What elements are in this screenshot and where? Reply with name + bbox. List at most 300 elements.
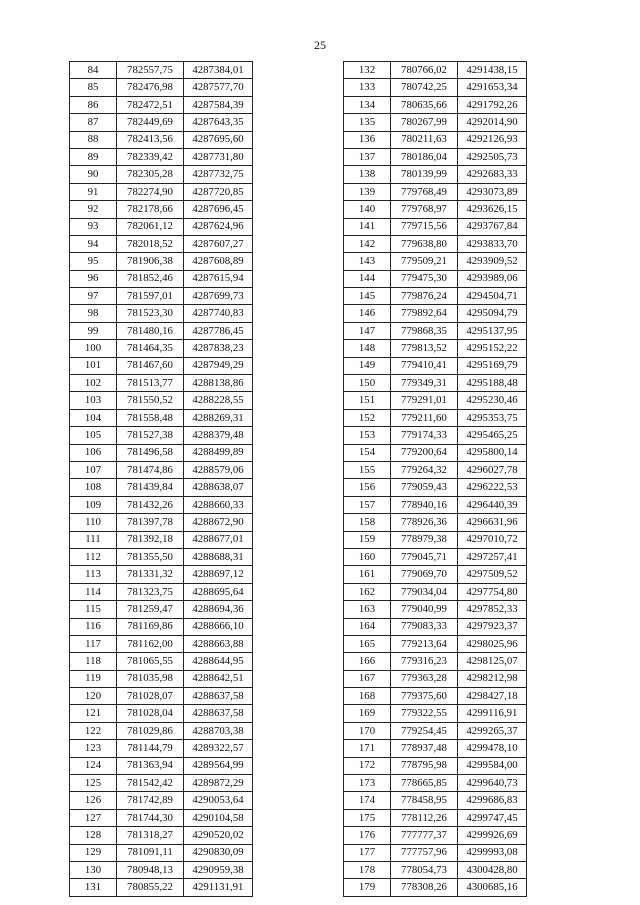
table-row xyxy=(344,148,527,165)
point-number-cell: 135 xyxy=(344,114,391,131)
x-coordinate-cell: 781144,79 xyxy=(117,740,184,757)
x-coordinate-cell: 782557,75 xyxy=(117,62,184,79)
point-number-cell: 120 xyxy=(70,688,117,705)
point-number-cell: 129 xyxy=(70,844,117,861)
point-number-cell: 85 xyxy=(70,79,117,96)
point-number-cell: 117 xyxy=(70,635,117,652)
coordinates-table-right-body xyxy=(344,62,527,897)
x-coordinate-cell: 778458,95 xyxy=(391,792,458,809)
table-row xyxy=(344,218,527,235)
y-coordinate-cell: 4288688,31 xyxy=(184,548,253,565)
point-number-cell: 171 xyxy=(344,740,391,757)
point-number-cell: 133 xyxy=(344,79,391,96)
x-coordinate-cell: 780766,02 xyxy=(391,62,458,79)
point-number-cell: 168 xyxy=(344,688,391,705)
table-row xyxy=(344,79,527,96)
table-row xyxy=(70,235,253,252)
point-number-cell: 87 xyxy=(70,114,117,131)
point-number-cell: 128 xyxy=(70,827,117,844)
table-row xyxy=(70,792,253,809)
y-coordinate-cell: 4296027,78 xyxy=(458,461,527,478)
point-number-cell: 100 xyxy=(70,340,117,357)
table-row xyxy=(344,618,527,635)
point-number-cell: 123 xyxy=(70,740,117,757)
point-number-cell: 173 xyxy=(344,775,391,792)
point-number-cell: 111 xyxy=(70,531,117,548)
x-coordinate-cell: 782178,66 xyxy=(117,201,184,218)
x-coordinate-cell: 779254,45 xyxy=(391,722,458,739)
point-number-cell: 153 xyxy=(344,427,391,444)
table-row xyxy=(344,444,527,461)
point-number-cell: 146 xyxy=(344,305,391,322)
point-number-cell: 86 xyxy=(70,96,117,113)
point-number-cell: 88 xyxy=(70,131,117,148)
coordinates-table-left-body xyxy=(70,62,253,897)
y-coordinate-cell: 4288677,01 xyxy=(184,531,253,548)
x-coordinate-cell: 782472,51 xyxy=(117,96,184,113)
x-coordinate-cell: 781397,78 xyxy=(117,514,184,531)
table-row xyxy=(344,827,527,844)
x-coordinate-cell: 779375,60 xyxy=(391,688,458,705)
y-coordinate-cell: 4299993,08 xyxy=(458,844,527,861)
x-coordinate-cell: 778308,26 xyxy=(391,879,458,896)
x-coordinate-cell: 779174,33 xyxy=(391,427,458,444)
table-row xyxy=(70,166,253,183)
point-number-cell: 131 xyxy=(70,879,117,896)
point-number-cell: 84 xyxy=(70,62,117,79)
table-row xyxy=(70,79,253,96)
point-number-cell: 137 xyxy=(344,148,391,165)
point-number-cell: 159 xyxy=(344,531,391,548)
y-coordinate-cell: 4299640,73 xyxy=(458,775,527,792)
y-coordinate-cell: 4292014,90 xyxy=(458,114,527,131)
x-coordinate-cell: 779509,21 xyxy=(391,253,458,270)
x-coordinate-cell: 782061,12 xyxy=(117,218,184,235)
point-number-cell: 169 xyxy=(344,705,391,722)
point-number-cell: 119 xyxy=(70,670,117,687)
table-row xyxy=(70,340,253,357)
table-row xyxy=(344,131,527,148)
point-number-cell: 99 xyxy=(70,322,117,339)
page-number: 25 xyxy=(314,38,326,52)
x-coordinate-cell: 778795,98 xyxy=(391,757,458,774)
point-number-cell: 112 xyxy=(70,548,117,565)
point-number-cell: 110 xyxy=(70,514,117,531)
y-coordinate-cell: 4299265,37 xyxy=(458,722,527,739)
x-coordinate-cell: 779715,56 xyxy=(391,218,458,235)
table-row xyxy=(70,183,253,200)
y-coordinate-cell: 4288637,58 xyxy=(184,705,253,722)
x-coordinate-cell: 781028,07 xyxy=(117,688,184,705)
x-coordinate-cell: 781029,86 xyxy=(117,722,184,739)
y-coordinate-cell: 4289872,29 xyxy=(184,775,253,792)
table-row xyxy=(70,270,253,287)
point-number-cell: 89 xyxy=(70,148,117,165)
table-row xyxy=(70,531,253,548)
point-number-cell: 126 xyxy=(70,792,117,809)
x-coordinate-cell: 781065,55 xyxy=(117,653,184,670)
y-coordinate-cell: 4287384,01 xyxy=(184,62,253,79)
table-row xyxy=(344,740,527,757)
table-row xyxy=(70,253,253,270)
point-number-cell: 150 xyxy=(344,375,391,392)
y-coordinate-cell: 4296440,39 xyxy=(458,496,527,513)
table-row xyxy=(70,62,253,79)
point-number-cell: 147 xyxy=(344,322,391,339)
y-coordinate-cell: 4300685,16 xyxy=(458,879,527,896)
point-number-cell: 132 xyxy=(344,62,391,79)
x-coordinate-cell: 779475,30 xyxy=(391,270,458,287)
x-coordinate-cell: 779410,41 xyxy=(391,357,458,374)
y-coordinate-cell: 4300428,80 xyxy=(458,861,527,878)
table-row xyxy=(70,635,253,652)
y-coordinate-cell: 4295188,48 xyxy=(458,375,527,392)
x-coordinate-cell: 781318,27 xyxy=(117,827,184,844)
y-coordinate-cell: 4288672,90 xyxy=(184,514,253,531)
y-coordinate-cell: 4287695,60 xyxy=(184,131,253,148)
y-coordinate-cell: 4287696,45 xyxy=(184,201,253,218)
x-coordinate-cell: 779291,01 xyxy=(391,392,458,409)
y-coordinate-cell: 4287732,75 xyxy=(184,166,253,183)
point-number-cell: 105 xyxy=(70,427,117,444)
x-coordinate-cell: 779200,64 xyxy=(391,444,458,461)
point-number-cell: 108 xyxy=(70,479,117,496)
point-number-cell: 102 xyxy=(70,375,117,392)
point-number-cell: 175 xyxy=(344,809,391,826)
table-row xyxy=(70,775,253,792)
y-coordinate-cell: 4287577,70 xyxy=(184,79,253,96)
x-coordinate-cell: 781432,26 xyxy=(117,496,184,513)
x-coordinate-cell: 782018,52 xyxy=(117,235,184,252)
table-row xyxy=(344,757,527,774)
point-number-cell: 91 xyxy=(70,183,117,200)
x-coordinate-cell: 782274,90 xyxy=(117,183,184,200)
y-coordinate-cell: 4299478,10 xyxy=(458,740,527,757)
x-coordinate-cell: 781259,47 xyxy=(117,601,184,618)
table-row xyxy=(344,809,527,826)
table-row xyxy=(70,861,253,878)
table-row xyxy=(344,548,527,565)
x-coordinate-cell: 782305,28 xyxy=(117,166,184,183)
table-row xyxy=(344,601,527,618)
y-coordinate-cell: 4290053,64 xyxy=(184,792,253,809)
point-number-cell: 104 xyxy=(70,409,117,426)
point-number-cell: 152 xyxy=(344,409,391,426)
point-number-cell: 176 xyxy=(344,827,391,844)
point-number-cell: 138 xyxy=(344,166,391,183)
x-coordinate-cell: 780211,63 xyxy=(391,131,458,148)
y-coordinate-cell: 4299686,83 xyxy=(458,792,527,809)
point-number-cell: 157 xyxy=(344,496,391,513)
table-row xyxy=(344,375,527,392)
x-coordinate-cell: 780186,04 xyxy=(391,148,458,165)
x-coordinate-cell: 779211,60 xyxy=(391,409,458,426)
y-coordinate-cell: 4298427,18 xyxy=(458,688,527,705)
x-coordinate-cell: 778940,16 xyxy=(391,496,458,513)
table-row xyxy=(70,461,253,478)
point-number-cell: 94 xyxy=(70,235,117,252)
table-row xyxy=(344,514,527,531)
table-row xyxy=(344,722,527,739)
x-coordinate-cell: 779034,04 xyxy=(391,583,458,600)
table-row xyxy=(70,201,253,218)
table-row xyxy=(70,583,253,600)
y-coordinate-cell: 4298212,98 xyxy=(458,670,527,687)
y-coordinate-cell: 4297852,33 xyxy=(458,601,527,618)
table-row xyxy=(344,288,527,305)
y-coordinate-cell: 4287584,39 xyxy=(184,96,253,113)
x-coordinate-cell: 781392,18 xyxy=(117,531,184,548)
y-coordinate-cell: 4287699,73 xyxy=(184,288,253,305)
x-coordinate-cell: 781467,60 xyxy=(117,357,184,374)
x-coordinate-cell: 777757,96 xyxy=(391,844,458,861)
y-coordinate-cell: 4295800,14 xyxy=(458,444,527,461)
point-number-cell: 149 xyxy=(344,357,391,374)
y-coordinate-cell: 4298125,07 xyxy=(458,653,527,670)
point-number-cell: 154 xyxy=(344,444,391,461)
y-coordinate-cell: 4288663,88 xyxy=(184,635,253,652)
y-coordinate-cell: 4288642,51 xyxy=(184,670,253,687)
x-coordinate-cell: 779892,64 xyxy=(391,305,458,322)
y-coordinate-cell: 4293909,52 xyxy=(458,253,527,270)
y-coordinate-cell: 4297923,37 xyxy=(458,618,527,635)
y-coordinate-cell: 4291131,91 xyxy=(184,879,253,896)
table-row xyxy=(344,409,527,426)
point-number-cell: 148 xyxy=(344,340,391,357)
y-coordinate-cell: 4287615,94 xyxy=(184,270,253,287)
y-coordinate-cell: 4292126,93 xyxy=(458,131,527,148)
y-coordinate-cell: 4293833,70 xyxy=(458,235,527,252)
point-number-cell: 103 xyxy=(70,392,117,409)
x-coordinate-cell: 781744,30 xyxy=(117,809,184,826)
y-coordinate-cell: 4295152,22 xyxy=(458,340,527,357)
y-coordinate-cell: 4288138,86 xyxy=(184,375,253,392)
y-coordinate-cell: 4287731,80 xyxy=(184,148,253,165)
x-coordinate-cell: 779040,99 xyxy=(391,601,458,618)
table-row xyxy=(344,775,527,792)
point-number-cell: 130 xyxy=(70,861,117,878)
table-row xyxy=(70,218,253,235)
table-row xyxy=(344,357,527,374)
point-number-cell: 113 xyxy=(70,566,117,583)
x-coordinate-cell: 781550,52 xyxy=(117,392,184,409)
table-row xyxy=(70,131,253,148)
x-coordinate-cell: 779876,24 xyxy=(391,288,458,305)
y-coordinate-cell: 4287720,85 xyxy=(184,183,253,200)
table-row xyxy=(70,601,253,618)
y-coordinate-cell: 4287949,29 xyxy=(184,357,253,374)
x-coordinate-cell: 779813,52 xyxy=(391,340,458,357)
table-row xyxy=(344,340,527,357)
x-coordinate-cell: 781439,84 xyxy=(117,479,184,496)
y-coordinate-cell: 4288638,07 xyxy=(184,479,253,496)
y-coordinate-cell: 4297509,52 xyxy=(458,566,527,583)
x-coordinate-cell: 779322,55 xyxy=(391,705,458,722)
point-number-cell: 122 xyxy=(70,722,117,739)
x-coordinate-cell: 779349,31 xyxy=(391,375,458,392)
y-coordinate-cell: 4287643,35 xyxy=(184,114,253,131)
table-row xyxy=(70,409,253,426)
point-number-cell: 177 xyxy=(344,844,391,861)
point-number-cell: 98 xyxy=(70,305,117,322)
point-number-cell: 125 xyxy=(70,775,117,792)
x-coordinate-cell: 780948,13 xyxy=(117,861,184,878)
y-coordinate-cell: 4293989,06 xyxy=(458,270,527,287)
y-coordinate-cell: 4288666,10 xyxy=(184,618,253,635)
x-coordinate-cell: 781523,30 xyxy=(117,305,184,322)
y-coordinate-cell: 4292683,33 xyxy=(458,166,527,183)
y-coordinate-cell: 4290830,09 xyxy=(184,844,253,861)
table-row xyxy=(344,201,527,218)
table-row xyxy=(344,531,527,548)
table-row xyxy=(70,479,253,496)
table-row xyxy=(344,670,527,687)
point-number-cell: 118 xyxy=(70,653,117,670)
table-row xyxy=(344,688,527,705)
y-coordinate-cell: 4299747,45 xyxy=(458,809,527,826)
point-number-cell: 143 xyxy=(344,253,391,270)
y-coordinate-cell: 4291653,34 xyxy=(458,79,527,96)
y-coordinate-cell: 4298025,96 xyxy=(458,635,527,652)
table-row xyxy=(344,861,527,878)
table-row xyxy=(70,757,253,774)
x-coordinate-cell: 778926,36 xyxy=(391,514,458,531)
point-number-cell: 140 xyxy=(344,201,391,218)
y-coordinate-cell: 4289564,99 xyxy=(184,757,253,774)
point-number-cell: 124 xyxy=(70,757,117,774)
table-row xyxy=(344,566,527,583)
x-coordinate-cell: 779045,71 xyxy=(391,548,458,565)
y-coordinate-cell: 4295137,95 xyxy=(458,322,527,339)
point-number-cell: 163 xyxy=(344,601,391,618)
table-row xyxy=(70,392,253,409)
y-coordinate-cell: 4296631,96 xyxy=(458,514,527,531)
table-row xyxy=(70,114,253,131)
point-number-cell: 155 xyxy=(344,461,391,478)
point-number-cell: 161 xyxy=(344,566,391,583)
x-coordinate-cell: 781091,11 xyxy=(117,844,184,861)
table-row xyxy=(70,96,253,113)
x-coordinate-cell: 779638,80 xyxy=(391,235,458,252)
y-coordinate-cell: 4294504,71 xyxy=(458,288,527,305)
y-coordinate-cell: 4287607,27 xyxy=(184,235,253,252)
point-number-cell: 116 xyxy=(70,618,117,635)
point-number-cell: 165 xyxy=(344,635,391,652)
y-coordinate-cell: 4292505,73 xyxy=(458,148,527,165)
table-row xyxy=(344,235,527,252)
table-row xyxy=(344,792,527,809)
y-coordinate-cell: 4288228,55 xyxy=(184,392,253,409)
table-row xyxy=(344,479,527,496)
x-coordinate-cell: 779213,64 xyxy=(391,635,458,652)
table-row xyxy=(70,148,253,165)
x-coordinate-cell: 778054,73 xyxy=(391,861,458,878)
y-coordinate-cell: 4287624,96 xyxy=(184,218,253,235)
point-number-cell: 92 xyxy=(70,201,117,218)
point-number-cell: 139 xyxy=(344,183,391,200)
point-number-cell: 178 xyxy=(344,861,391,878)
point-number-cell: 97 xyxy=(70,288,117,305)
point-number-cell: 156 xyxy=(344,479,391,496)
x-coordinate-cell: 778937,48 xyxy=(391,740,458,757)
point-number-cell: 172 xyxy=(344,757,391,774)
y-coordinate-cell: 4289322,57 xyxy=(184,740,253,757)
x-coordinate-cell: 782413,56 xyxy=(117,131,184,148)
point-number-cell: 107 xyxy=(70,461,117,478)
x-coordinate-cell: 780267,99 xyxy=(391,114,458,131)
y-coordinate-cell: 4299584,00 xyxy=(458,757,527,774)
y-coordinate-cell: 4299116,91 xyxy=(458,705,527,722)
point-number-cell: 136 xyxy=(344,131,391,148)
point-number-cell: 162 xyxy=(344,583,391,600)
y-coordinate-cell: 4293626,15 xyxy=(458,201,527,218)
table-row xyxy=(70,653,253,670)
y-coordinate-cell: 4293767,84 xyxy=(458,218,527,235)
point-number-cell: 134 xyxy=(344,96,391,113)
point-number-cell: 90 xyxy=(70,166,117,183)
table-row xyxy=(344,461,527,478)
table-row xyxy=(344,270,527,287)
point-number-cell: 127 xyxy=(70,809,117,826)
table-row xyxy=(70,618,253,635)
y-coordinate-cell: 4288697,12 xyxy=(184,566,253,583)
point-number-cell: 167 xyxy=(344,670,391,687)
x-coordinate-cell: 781906,38 xyxy=(117,253,184,270)
x-coordinate-cell: 781852,46 xyxy=(117,270,184,287)
y-coordinate-cell: 4291792,26 xyxy=(458,96,527,113)
y-coordinate-cell: 4295169,79 xyxy=(458,357,527,374)
table-row xyxy=(344,583,527,600)
x-coordinate-cell: 779768,97 xyxy=(391,201,458,218)
x-coordinate-cell: 781169,86 xyxy=(117,618,184,635)
x-coordinate-cell: 782339,42 xyxy=(117,148,184,165)
table-row xyxy=(70,305,253,322)
point-number-cell: 158 xyxy=(344,514,391,531)
table-row xyxy=(70,427,253,444)
point-number-cell: 151 xyxy=(344,392,391,409)
table-row xyxy=(344,166,527,183)
x-coordinate-cell: 781162,00 xyxy=(117,635,184,652)
x-coordinate-cell: 782476,98 xyxy=(117,79,184,96)
x-coordinate-cell: 781035,98 xyxy=(117,670,184,687)
y-coordinate-cell: 4295094,79 xyxy=(458,305,527,322)
table-row xyxy=(70,879,253,896)
y-coordinate-cell: 4297010,72 xyxy=(458,531,527,548)
table-row xyxy=(70,705,253,722)
table-row xyxy=(344,114,527,131)
table-row xyxy=(70,496,253,513)
point-number-cell: 141 xyxy=(344,218,391,235)
table-row xyxy=(70,288,253,305)
point-number-cell: 109 xyxy=(70,496,117,513)
table-row xyxy=(344,879,527,896)
x-coordinate-cell: 780855,22 xyxy=(117,879,184,896)
point-number-cell: 166 xyxy=(344,653,391,670)
y-coordinate-cell: 4293073,89 xyxy=(458,183,527,200)
x-coordinate-cell: 779316,23 xyxy=(391,653,458,670)
table-row xyxy=(70,740,253,757)
table-row xyxy=(344,635,527,652)
y-coordinate-cell: 4290959,38 xyxy=(184,861,253,878)
point-number-cell: 160 xyxy=(344,548,391,565)
table-row xyxy=(344,322,527,339)
x-coordinate-cell: 781496,58 xyxy=(117,444,184,461)
x-coordinate-cell: 781480,16 xyxy=(117,322,184,339)
coordinates-table-right xyxy=(343,61,527,897)
x-coordinate-cell: 779363,28 xyxy=(391,670,458,687)
table-row xyxy=(344,844,527,861)
y-coordinate-cell: 4288579,06 xyxy=(184,461,253,478)
